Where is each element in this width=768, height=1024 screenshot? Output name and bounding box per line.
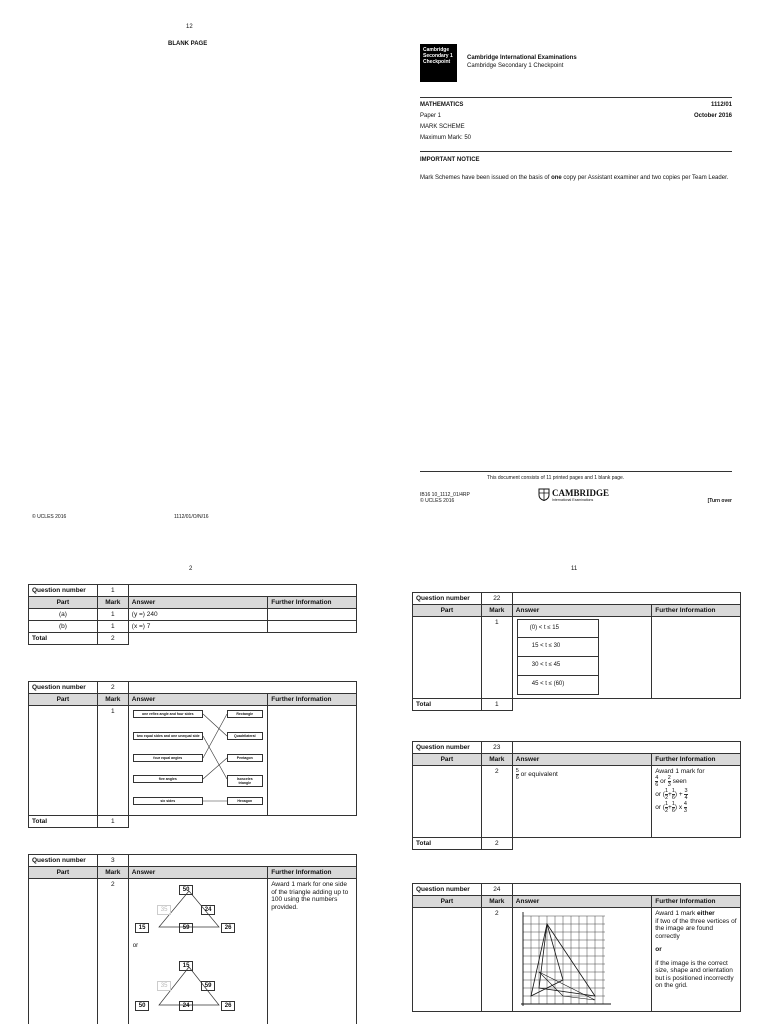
further-header: Further Information	[268, 597, 357, 609]
fraction: $\frac{5}{6}$	[515, 768, 519, 781]
org-subtitle: Cambridge Secondary 1 Checkpoint	[467, 63, 564, 69]
rule	[420, 151, 732, 152]
maximum-mark: Maximum Mark: 50	[420, 135, 472, 141]
total-value: 1	[97, 816, 128, 828]
checkpoint-logo: Cambridge Secondary 1 Checkpoint	[420, 44, 457, 82]
brand-name: CAMBRIDGE	[552, 488, 610, 498]
page-count-note: This document consists of 11 printed pages and 1 blank page.	[487, 475, 625, 481]
triangle-bottom-left: 15	[135, 923, 150, 933]
mark-header: Mark	[97, 597, 128, 609]
interval: 30 < t ≤ 45	[517, 657, 599, 676]
triangle-left-mid: 35	[157, 905, 172, 915]
matching-answer	[128, 706, 267, 816]
triangle-bottom-right: 26	[221, 1001, 236, 1011]
rule	[420, 97, 732, 98]
question-1-table	[28, 584, 357, 645]
grid-answer	[512, 908, 651, 1012]
table-row: 1 (0) < t ≤ 15 15 < t ≤ 30 30 < t ≤ 45 45 < t ≤ (60)	[413, 617, 741, 699]
table-row: (b) 1 (x =) 7	[29, 621, 357, 633]
table-row: 2 Award 1 mark either if two of the three vertices of the image are found correctly or if the image is the correct size, shape and orientation but is positioned incorrectly on the grid.	[413, 908, 741, 1012]
page-number: 2	[189, 566, 193, 572]
question-24-table: Question number 24 Part Mark Answer Further Information 2 Award 1 mark either if two of the three vertices of the image are found correctly or if the image is the correct size, shape and orientation but is positioned incorrectly on the grid.	[412, 883, 741, 1012]
page-number: 12	[186, 24, 193, 30]
turn-over: [Turn over	[707, 498, 732, 504]
total-value: 1	[481, 699, 512, 711]
question-3-table: Question number 3 Part Mark Answer Further Information 2 50 35 24 15 59 26 or 15 35 59 50 24 26 Award 1 mark for one side of the triangle adding up to 100 using the numbers provided.	[28, 854, 357, 1024]
notice-text: Mark Schemes have been issued on the basis of one copy per Assistant examiner and two copies per Team Leader.	[420, 175, 729, 181]
total-label: Total	[29, 633, 98, 645]
question-2-table: Question number 2 Part Mark Answer Further Information 1 one reflex angle and four sides two equal sides and one unequal side four equal angles five angles six sides Rectangle Quadrilateral Pentagon Isosceles triangle Hexagon Total 1	[28, 681, 357, 828]
footer-code: 1112/01/O/N/16	[174, 514, 209, 520]
interval: 15 < t ≤ 30	[517, 638, 599, 657]
ref-line-2: © UCLES 2016	[420, 498, 455, 504]
question-number: 24	[481, 884, 512, 896]
question-number: 3	[97, 855, 128, 867]
doc-type: MARK SCHEME	[420, 124, 465, 130]
triangle-bottom-right: 26	[221, 923, 236, 933]
question-number-label: Question number	[29, 585, 98, 597]
table-row: (a) 1 (y =) 240	[29, 609, 357, 621]
question-number: 1	[97, 585, 128, 597]
or-text: or	[132, 943, 139, 949]
interval: (0) < t ≤ 15	[517, 619, 599, 638]
answer: $\frac{5}{6}$ or equivalent	[512, 766, 651, 838]
further-information: Award 1 mark for one side of the triangle adding up to 100 using the numbers provided.	[268, 879, 357, 1024]
org-name: Cambridge International Examinations	[467, 55, 577, 61]
subject: MATHEMATICS	[420, 102, 464, 108]
notice-title: IMPORTANT NOTICE	[420, 157, 480, 163]
shape-name: Quadrilateral	[227, 732, 263, 740]
paper-code: 1112/01	[710, 102, 732, 108]
interval-boxes	[512, 617, 651, 699]
question-number: 22	[481, 593, 512, 605]
total-value: 2	[481, 838, 512, 850]
triangle-left-mid: 35	[157, 981, 172, 991]
shape-name: Hexagon	[227, 797, 263, 805]
table-row: 2 $\frac{5}{6}$ or equivalent Award 1 mark for $\frac{4}{6}$ or $\frac{2}{3}$ seen or ( $\frac{1}{2}$ + $\frac{1}{6}$ ) + $\frac{3}{4}$ or ( $\frac{1}{2}$ + $\frac{1}{6}$ ) x $\frac{4}{3}$	[413, 766, 741, 838]
shape-property: five angles	[133, 775, 203, 783]
triangle-bottom-mid: 59	[179, 923, 194, 933]
total-value: 2	[97, 633, 128, 645]
shape-property: four equal angles	[133, 754, 203, 762]
triangle-right-mid: 24	[201, 905, 216, 915]
shape-property: two equal sides and one unequal side	[133, 732, 203, 740]
further-information: Award 1 mark either if two of the three vertices of the image are found correctly or if the image is the correct size, shape and orientation but is positioned incorrectly on the grid.	[652, 908, 741, 1012]
table-row: 2 50 35 24 15 59 26 or 15 35 59 50 24 26 Award 1 mark for one side of the triangle adding up to 100 using the numbers provided.	[29, 879, 357, 1024]
triangle-right-mid: 59	[201, 981, 216, 991]
page-number: 11	[571, 566, 578, 572]
shape-property: one reflex angle and four sides	[133, 710, 203, 718]
question-number: 2	[97, 682, 128, 694]
triangle-bottom-left: 50	[135, 1001, 150, 1011]
paper-number: Paper 1	[420, 113, 442, 119]
answer-header: Answer	[128, 597, 267, 609]
triangle-top: 15	[179, 961, 194, 971]
shield-icon	[538, 488, 550, 501]
triangle-answers	[128, 879, 267, 1024]
table-row: 1 one reflex angle and four sides two equal sides and one unequal side four equal angles five angles six sides Rectangle Quadrilateral Pentagon Isosceles triangle Hexagon	[29, 706, 357, 816]
triangle-bottom-mid: 24	[179, 1001, 194, 1011]
page-12	[0, 0, 384, 530]
shape-property: six sides	[133, 797, 203, 805]
question-22-table: Question number 22 Part Mark Answer Further Information 1 (0) < t ≤ 15 15 < t ≤ 30 30 < t ≤ 45 45 < t ≤ (60) Total 1	[412, 592, 741, 711]
question-number: 23	[481, 742, 512, 754]
rule	[420, 471, 732, 472]
cover-page	[384, 0, 768, 530]
shape-name: Rectangle	[227, 710, 263, 718]
further-information: Award 1 mark for $\frac{4}{6}$ or $\frac{2}{3}$ seen or ( $\frac{1}{2}$ + $\frac{1}{6}$ ) + $\frac{3}{4}$ or ( $\frac{1}{2}$ + $\frac{1}{6}$ ) x $\frac{4}{3}$	[652, 766, 741, 838]
blank-page-title: BLANK PAGE	[168, 41, 208, 47]
session: October 2016	[693, 113, 732, 119]
ref-line-1: IB16 10_1112_01/4RP	[420, 492, 470, 498]
shape-name: Pentagon	[227, 754, 263, 762]
page-11	[384, 530, 768, 1024]
interval: 45 < t ≤ (60)	[517, 676, 599, 695]
brand-subtitle: International Examinations	[552, 498, 594, 502]
page-2	[0, 530, 384, 1024]
part-header: Part	[29, 597, 98, 609]
coordinate-grid	[515, 910, 615, 1010]
shape-name: Isosceles triangle	[227, 775, 263, 787]
triangle-top: 50	[179, 885, 194, 895]
footer-copyright: © UCLES 2016	[32, 514, 67, 520]
question-23-table: Question number 23 Part Mark Answer Further Information 2 $\frac{5}{6}$ or equivalent Award 1 mark for $\frac{4}{6}$ or $\frac{2}{3}$ seen or ( $\frac{1}{2}$ + $\frac{1}{6}$ ) + $\frac{3}{4}$ or ( $\frac{1}{2}$ + $\frac{1}{6}$ ) x $\frac{4}{3}$ Total 2	[412, 741, 741, 850]
